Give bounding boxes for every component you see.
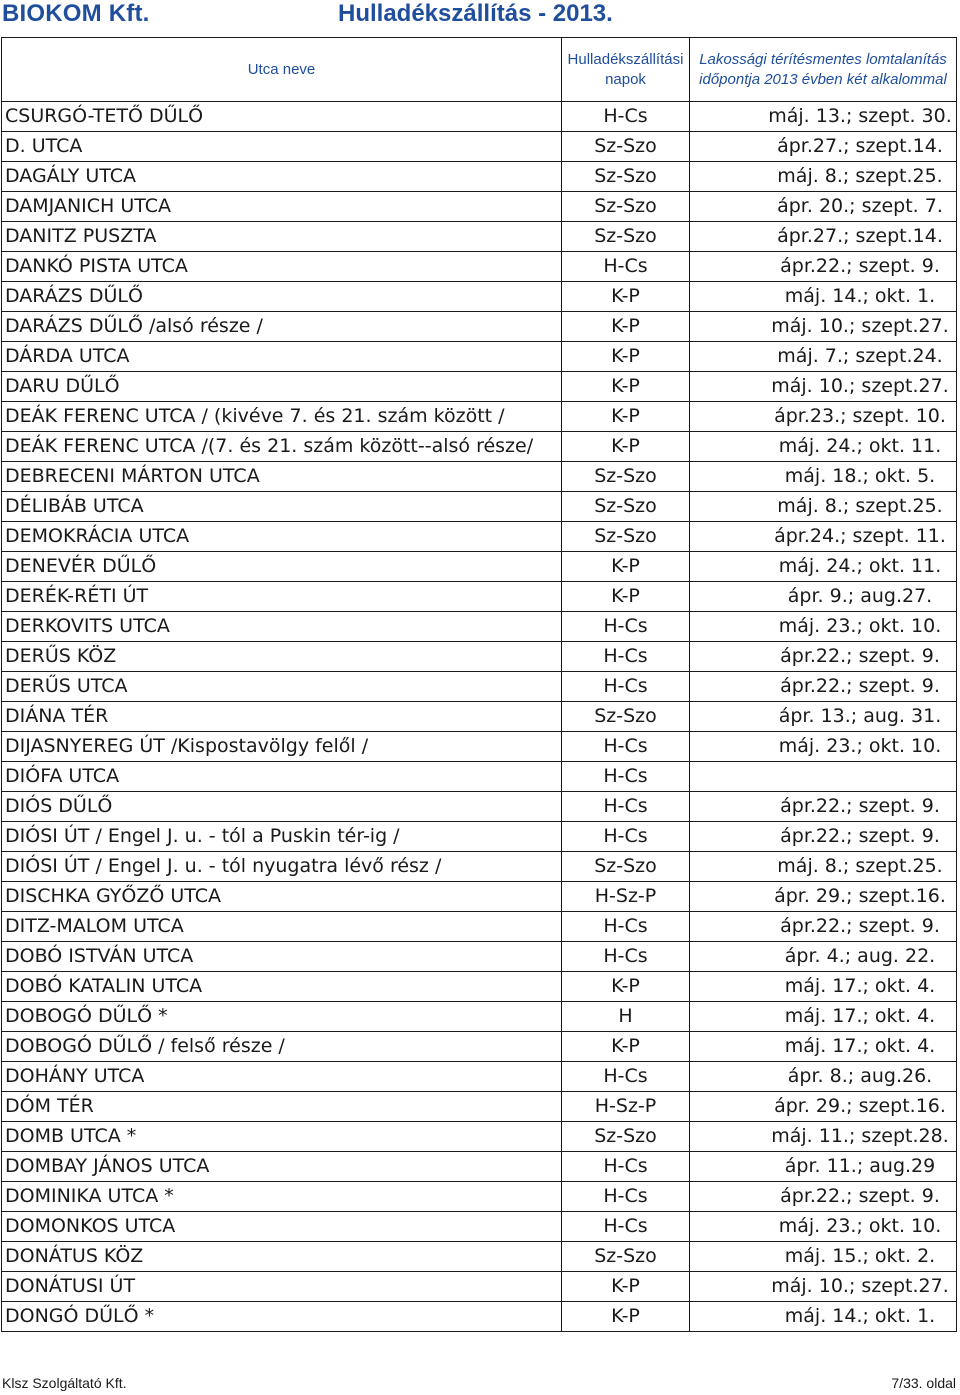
collection-days-cell: H	[562, 1002, 690, 1032]
table-row	[2, 222, 957, 252]
street-name-cell: DOMBAY JÁNOS UTCA	[2, 1152, 562, 1182]
clearance-dates-text: ápr. 11.; aug.29	[784, 1155, 936, 1177]
clearance-dates-cell	[690, 852, 957, 882]
clearance-dates-text: ápr.22.; szept. 9.	[780, 1185, 940, 1207]
table-row	[2, 1122, 957, 1152]
clearance-dates-cell	[690, 372, 957, 402]
collection-days-cell: K-P	[562, 312, 690, 342]
collection-days-cell: H-Cs	[562, 732, 690, 762]
collection-days-cell: H-Cs	[562, 942, 690, 972]
clearance-dates-text: máj. 14.; okt. 1.	[784, 1305, 936, 1327]
clearance-dates-cell	[690, 1002, 957, 1032]
clearance-dates-text: ápr. 4.; aug. 22.	[784, 945, 936, 967]
street-name-cell: DIJASNYEREG ÚT /Kispostavölgy felől /	[2, 732, 562, 762]
page-number: 7/33. oldal	[891, 1375, 956, 1391]
page-header	[0, 0, 960, 34]
clearance-dates-text: máj. 8.; szept.25.	[777, 165, 943, 187]
street-name-cell: DONÁTUSI ÚT	[2, 1272, 562, 1302]
schedule-table	[1, 37, 957, 1332]
clearance-dates-text: ápr.22.; szept. 9.	[780, 915, 940, 937]
clearance-dates-cell	[690, 462, 957, 492]
street-name-cell: DERKOVITS UTCA	[2, 612, 562, 642]
table-row	[2, 942, 957, 972]
table-row	[2, 312, 957, 342]
column-header-days: Hulladékszállítási napok	[562, 38, 690, 102]
collection-days-cell: K-P	[562, 552, 690, 582]
street-name-cell: DERŰS UTCA	[2, 672, 562, 702]
clearance-dates-cell	[690, 792, 957, 822]
collection-days-cell: Sz-Szo	[562, 192, 690, 222]
table-row	[2, 822, 957, 852]
clearance-dates-text: ápr. 29.; szept.16.	[774, 885, 946, 907]
street-name-cell: DOMINIKA UTCA *	[2, 1182, 562, 1212]
street-name-cell: DERÉK-RÉTI ÚT	[2, 582, 562, 612]
collection-days-cell: Sz-Szo	[562, 462, 690, 492]
clearance-dates-cell	[690, 1302, 957, 1332]
collection-days-cell: K-P	[562, 1272, 690, 1302]
street-name-cell: DÉLIBÁB UTCA	[2, 492, 562, 522]
street-name-cell: DONGÓ DŰLŐ *	[2, 1302, 562, 1332]
clearance-dates-cell	[690, 972, 957, 1002]
clearance-dates-text: máj. 24.; okt. 11.	[778, 435, 942, 457]
clearance-dates-text: máj. 23.; okt. 10.	[778, 735, 942, 757]
table-row	[2, 732, 957, 762]
street-name-cell: DÁRDA UTCA	[2, 342, 562, 372]
clearance-dates-text: ápr. 13.; aug. 31.	[778, 705, 942, 727]
company-name: BIOKOM Kft.	[2, 0, 150, 27]
clearance-dates-text: máj. 8.; szept.25.	[777, 855, 943, 877]
clearance-dates-text: máj. 10.; szept.27.	[771, 1275, 949, 1297]
collection-days-cell: Sz-Szo	[562, 1122, 690, 1152]
table-row	[2, 282, 957, 312]
table-header-row	[2, 38, 957, 102]
footer-company: Klsz Szolgáltató Kft.	[2, 1375, 127, 1391]
clearance-dates-cell	[690, 1122, 957, 1152]
clearance-dates-text: máj. 23.; okt. 10.	[778, 615, 942, 637]
clearance-dates-text: ápr. 9.; aug.27.	[787, 585, 933, 607]
street-name-cell: DITZ-MALOM UTCA	[2, 912, 562, 942]
clearance-dates-text: máj. 8.; szept.25.	[777, 495, 943, 517]
collection-days-cell: K-P	[562, 282, 690, 312]
collection-days-cell: K-P	[562, 432, 690, 462]
clearance-dates-cell	[690, 1272, 957, 1302]
table-row	[2, 132, 957, 162]
street-name-cell: DEMOKRÁCIA UTCA	[2, 522, 562, 552]
street-name-cell: DOBOGÓ DŰLŐ *	[2, 1002, 562, 1032]
street-name-cell: DIÓSI ÚT / Engel J. u. - tól a Puskin tér-ig /	[2, 822, 562, 852]
clearance-dates-text: máj. 13.; szept. 30.	[768, 105, 952, 127]
clearance-dates-text: máj. 23.; okt. 10.	[778, 1215, 942, 1237]
collection-days-cell: K-P	[562, 972, 690, 1002]
table-row	[2, 882, 957, 912]
table-row	[2, 1272, 957, 1302]
table-row	[2, 492, 957, 522]
clearance-dates-cell	[690, 822, 957, 852]
street-name-cell: DAGÁLY UTCA	[2, 162, 562, 192]
clearance-dates-cell	[690, 1242, 957, 1272]
clearance-dates-cell	[690, 912, 957, 942]
collection-days-cell: H-Cs	[562, 1182, 690, 1212]
collection-days-cell: H-Cs	[562, 252, 690, 282]
collection-days-cell: Sz-Szo	[562, 492, 690, 522]
collection-days-cell: H-Cs	[562, 1152, 690, 1182]
table-row	[2, 1062, 957, 1092]
street-name-cell: DOHÁNY UTCA	[2, 1062, 562, 1092]
collection-days-cell: K-P	[562, 582, 690, 612]
clearance-dates-text: ápr.22.; szept. 9.	[780, 255, 940, 277]
table-row	[2, 852, 957, 882]
table-row	[2, 1302, 957, 1332]
street-name-cell: DANKÓ PISTA UTCA	[2, 252, 562, 282]
collection-days-cell: K-P	[562, 372, 690, 402]
table-row	[2, 192, 957, 222]
clearance-dates-text: ápr.22.; szept. 9.	[780, 795, 940, 817]
table-body	[2, 102, 957, 1332]
collection-days-cell: K-P	[562, 1302, 690, 1332]
clearance-dates-cell	[690, 102, 957, 132]
clearance-dates-cell	[690, 162, 957, 192]
clearance-dates-cell	[690, 1212, 957, 1242]
clearance-dates-text: ápr.22.; szept. 9.	[780, 825, 940, 847]
page-title: Hulladékszállítás - 2013.	[338, 0, 613, 27]
clearance-dates-text: ápr.22.; szept. 9.	[780, 645, 940, 667]
table-row	[2, 612, 957, 642]
collection-days-cell: H-Cs	[562, 612, 690, 642]
collection-days-cell: K-P	[562, 402, 690, 432]
collection-days-cell: Sz-Szo	[562, 162, 690, 192]
collection-days-cell: Sz-Szo	[562, 1242, 690, 1272]
clearance-dates-text: ápr.23.; szept. 10.	[774, 405, 946, 427]
clearance-dates-cell	[690, 582, 957, 612]
clearance-dates-cell	[690, 192, 957, 222]
table-row	[2, 972, 957, 1002]
street-name-cell: DAMJANICH UTCA	[2, 192, 562, 222]
clearance-dates-cell	[690, 342, 957, 372]
table-row	[2, 792, 957, 822]
column-header-street: Utca neve	[2, 38, 562, 102]
clearance-dates-text: máj. 24.; okt. 11.	[778, 555, 942, 577]
table-row	[2, 642, 957, 672]
street-name-cell: DIÓFA UTCA	[2, 762, 562, 792]
clearance-dates-cell	[690, 882, 957, 912]
table-row	[2, 372, 957, 402]
collection-days-cell: H-Cs	[562, 642, 690, 672]
table-row	[2, 1242, 957, 1272]
clearance-dates-text: máj. 10.; szept.27.	[771, 315, 949, 337]
clearance-dates-cell	[690, 702, 957, 732]
table-row	[2, 552, 957, 582]
table-row	[2, 1182, 957, 1212]
clearance-dates-text: máj. 11.; szept.28.	[771, 1125, 949, 1147]
clearance-dates-text: ápr.24.; szept. 11.	[774, 525, 946, 547]
clearance-dates-text: máj. 17.; okt. 4.	[784, 1005, 936, 1027]
table-row	[2, 1212, 957, 1242]
table-row	[2, 912, 957, 942]
clearance-dates-text: máj. 15.; okt. 2.	[784, 1245, 936, 1267]
clearance-dates-cell	[690, 492, 957, 522]
table-row	[2, 672, 957, 702]
street-name-cell: CSURGÓ-TETŐ DŰLŐ	[2, 102, 562, 132]
clearance-dates-text: máj. 7.; szept.24.	[777, 345, 943, 367]
clearance-dates-cell	[690, 1062, 957, 1092]
clearance-dates-text: ápr. 20.; szept. 7.	[777, 195, 943, 217]
table-row	[2, 1032, 957, 1062]
street-name-cell: D. UTCA	[2, 132, 562, 162]
table-row	[2, 522, 957, 552]
collection-days-cell: H-Cs	[562, 102, 690, 132]
street-name-cell: DEBRECENI MÁRTON UTCA	[2, 462, 562, 492]
clearance-dates-cell	[690, 312, 957, 342]
collection-days-cell: Sz-Szo	[562, 222, 690, 252]
clearance-dates-cell	[690, 522, 957, 552]
clearance-dates-text: ápr.22.; szept. 9.	[780, 675, 940, 697]
street-name-cell: DANITZ PUSZTA	[2, 222, 562, 252]
table-row	[2, 432, 957, 462]
collection-days-cell: H-Cs	[562, 792, 690, 822]
table-row	[2, 582, 957, 612]
table-row	[2, 762, 957, 792]
clearance-dates-cell	[690, 1032, 957, 1062]
table-row	[2, 1002, 957, 1032]
street-name-cell: DEÁK FERENC UTCA /(7. és 21. szám között--alsó része/	[2, 432, 562, 462]
clearance-dates-cell	[690, 132, 957, 162]
collection-days-cell: K-P	[562, 342, 690, 372]
clearance-dates-cell	[690, 762, 957, 792]
clearance-dates-text: máj. 14.; okt. 1.	[784, 285, 936, 307]
street-name-cell: DARÁZS DŰLŐ	[2, 282, 562, 312]
street-name-cell: DEÁK FERENC UTCA / (kivéve 7. és 21. szám között /	[2, 402, 562, 432]
clearance-dates-text: ápr. 8.; aug.26.	[787, 1065, 933, 1087]
street-name-cell: DIÓS DŰLŐ	[2, 792, 562, 822]
clearance-dates-text: máj. 10.; szept.27.	[771, 375, 949, 397]
street-name-cell: DOMONKOS UTCA	[2, 1212, 562, 1242]
clearance-dates-text: ápr. 29.; szept.16.	[774, 1095, 946, 1117]
collection-days-cell: H-Cs	[562, 912, 690, 942]
table-row	[2, 342, 957, 372]
clearance-dates-text: máj. 17.; okt. 4.	[784, 1035, 936, 1057]
collection-days-cell: H-Sz-P	[562, 1092, 690, 1122]
clearance-dates-cell	[690, 1152, 957, 1182]
clearance-dates-cell	[690, 1092, 957, 1122]
street-name-cell: DISCHKA GYŐZŐ UTCA	[2, 882, 562, 912]
street-name-cell: DÓM TÉR	[2, 1092, 562, 1122]
collection-days-cell: K-P	[562, 1032, 690, 1062]
clearance-dates-text: máj. 18.; okt. 5.	[784, 465, 936, 487]
street-name-cell: DERŰS KÖZ	[2, 642, 562, 672]
collection-days-cell: H-Cs	[562, 1212, 690, 1242]
table-row	[2, 702, 957, 732]
clearance-dates-cell	[690, 252, 957, 282]
clearance-dates-cell	[690, 612, 957, 642]
collection-days-cell: H-Cs	[562, 822, 690, 852]
collection-days-cell: Sz-Szo	[562, 132, 690, 162]
table-row	[2, 102, 957, 132]
street-name-cell: DOMB UTCA *	[2, 1122, 562, 1152]
clearance-dates-text: ápr.27.; szept.14.	[777, 225, 943, 247]
clearance-dates-cell	[690, 732, 957, 762]
street-name-cell: DONÁTUS KÖZ	[2, 1242, 562, 1272]
clearance-dates-text: máj. 17.; okt. 4.	[784, 975, 936, 997]
street-name-cell: DIÁNA TÉR	[2, 702, 562, 732]
street-name-cell: DARÁZS DŰLŐ /alsó része /	[2, 312, 562, 342]
clearance-dates-cell	[690, 642, 957, 672]
clearance-dates-cell	[690, 432, 957, 462]
street-name-cell: DOBOGÓ DŰLŐ / felső része /	[2, 1032, 562, 1062]
collection-days-cell: Sz-Szo	[562, 702, 690, 732]
column-header-clearance: Lakossági térítésmentes lomtalanítás időpontja 2013 évben két alkalommal	[690, 38, 957, 102]
collection-days-cell: Sz-Szo	[562, 852, 690, 882]
collection-days-cell: H-Cs	[562, 1062, 690, 1092]
street-name-cell: DENEVÉR DŰLŐ	[2, 552, 562, 582]
clearance-dates-cell	[690, 282, 957, 312]
table-row	[2, 1092, 957, 1122]
table-row	[2, 252, 957, 282]
collection-days-cell: H-Sz-P	[562, 882, 690, 912]
street-name-cell: DIÓSI ÚT / Engel J. u. - tól nyugatra lévő rész /	[2, 852, 562, 882]
clearance-dates-cell	[690, 552, 957, 582]
clearance-dates-text: ápr.27.; szept.14.	[777, 135, 943, 157]
street-name-cell: DARU DŰLŐ	[2, 372, 562, 402]
clearance-dates-cell	[690, 672, 957, 702]
clearance-dates-cell	[690, 942, 957, 972]
clearance-dates-cell	[690, 1182, 957, 1212]
collection-days-cell: H-Cs	[562, 762, 690, 792]
clearance-dates-cell	[690, 402, 957, 432]
table-row	[2, 402, 957, 432]
collection-days-cell: Sz-Szo	[562, 522, 690, 552]
table-row	[2, 162, 957, 192]
street-name-cell: DOBÓ KATALIN UTCA	[2, 972, 562, 1002]
street-name-cell: DOBÓ ISTVÁN UTCA	[2, 942, 562, 972]
clearance-dates-cell	[690, 222, 957, 252]
table-row	[2, 462, 957, 492]
table-row	[2, 1152, 957, 1182]
collection-days-cell: H-Cs	[562, 672, 690, 702]
